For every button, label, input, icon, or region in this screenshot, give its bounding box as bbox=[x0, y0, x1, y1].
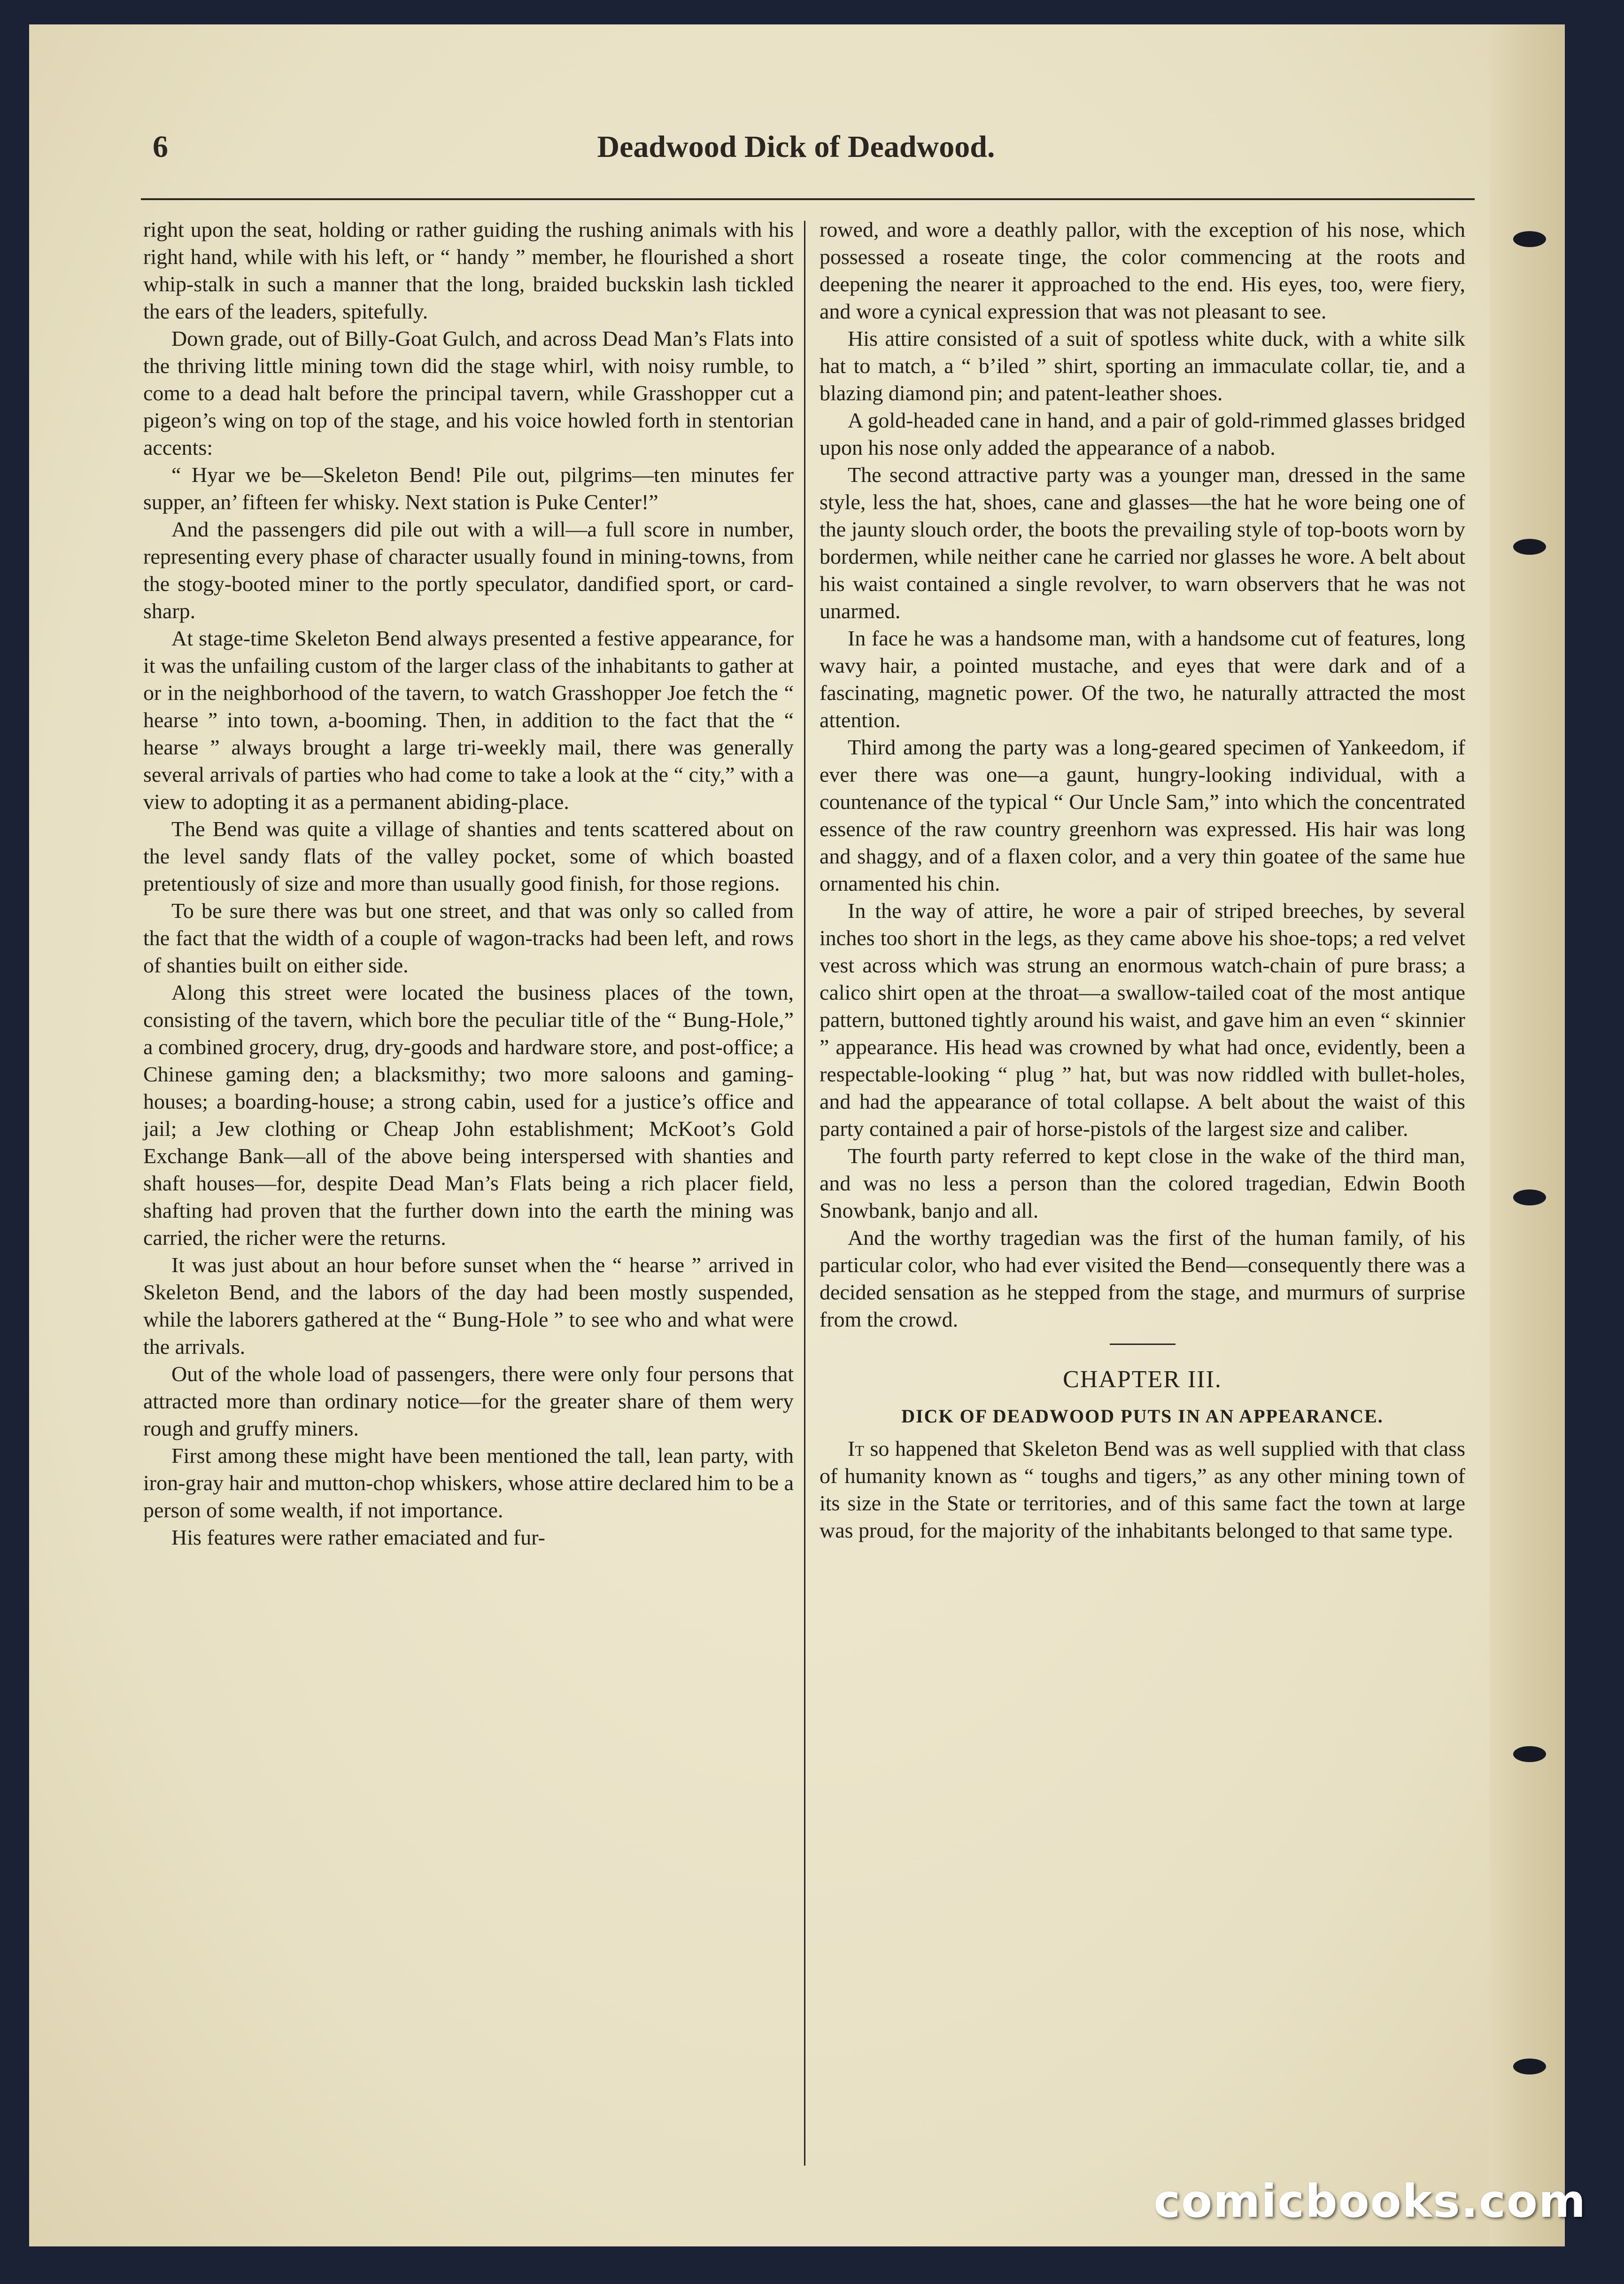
page-number: 6 bbox=[153, 130, 168, 164]
paragraph: The Bend was quite a village of shanties and tents scattered about on the level sandy flats of the valley pocket, some of which boasted pretentiously of size and more than usually good finish, for those regions. bbox=[143, 817, 794, 895]
paragraph: At stage-time Skeleton Bend always presented a festive appearance, for it was the unfailing custom of the larger class of the inhabitants to gather at or in the neighborhood of the tavern, to watch Grasshopper Joe fetch the “ hearse ” into town, a-booming. Then, in addition to the fact that the “ hearse ” always brought a large tri-weekly mail, there was generally several arrivals of parties who had come to take a look at the “ city,” with a view to adopting it as a permanent abiding-place. bbox=[143, 626, 794, 814]
paragraph: The second attractive party was a younger man, dressed in the same style, less the hat, shoes, cane and glasses—the hat he wore being one of the jaunty slouch order, the boots the prevailing style of top-boots worn by bordermen, while neither cane he carried nor glasses he wore. A belt about his waist contained a single revolver, to warn observers that he was not unarmed. bbox=[820, 463, 1465, 623]
binding-stitch bbox=[1513, 231, 1546, 247]
paragraph: Third among the party was a long-geared specimen of Yankeedom, if ever there was one—a gaunt, hungry-looking individual, with a countenance of the typical “ Our Uncle Sam,” into which the concentrated essence of the raw country greenhorn was expressed. His hair was long and shaggy, and of a flaxen color, and a very thin goatee of the same hue ornamented his chin. bbox=[820, 735, 1465, 895]
paragraph: In the way of attire, he wore a pair of striped breeches, by several inches too short in the legs, as they came above his shoe-tops; a red velvet vest across which was strung an enormous watch-chain of pure brass; a calico shirt open at the throat—a swallow-tailed coat of the most antique pattern, buttoned tightly around his waist, and gave him an even “ skinnier ” appearance. His head was crowned by what had once, evidently, been a respectable-looking “ plug ” hat, but was now riddled with bullet-holes, and had the appearance of total collapse. A belt about the waist of this party contained a pair of horse-pistols of the largest size and caliber. bbox=[820, 899, 1465, 1141]
right-column-text bbox=[820, 216, 1465, 1333]
paragraph: In face he was a handsome man, with a handsome cut of features, long wavy hair, a pointed mustache, and eyes that were dark and of a fascinating, magnetic power. Of the two, he naturally attracted the most attention. bbox=[820, 626, 1465, 732]
paragraph: “ Hyar we be—Skeleton Bend! Pile out, pilgrims—ten minutes fer supper, an’ fifteen fer whisky. Next station is Puke Center!” bbox=[143, 463, 794, 514]
chapter-first-paragraph bbox=[820, 1435, 1465, 1544]
paragraph: rowed, and wore a deathly pallor, with the exception of his nose, which possessed a roseate tinge, the color commencing at the roots and deepening the nearer it approached to the end. His eyes, too, were fiery, and wore a cynical expression that was not pleasant to see. bbox=[820, 218, 1465, 323]
paragraph: right upon the seat, holding or rather guiding the rushing animals with his right hand, while with his left, or “ handy ” member, he flourished a short whip-stalk in such a manner that the long, braided buckskin lash tickled the ears of the leaders, spitefully. bbox=[143, 218, 794, 323]
header-rule bbox=[141, 198, 1475, 200]
page-edge bbox=[1490, 24, 1565, 2246]
paragraph: Down grade, out of Billy-Goat Gulch, and across Dead Man’s Flats into the thriving little mining town did the stage whirl, with noisy rumble, to come to a dead halt before the principal tavern, while Grasshopper cut a pigeon’s wing on top of the stage, and his voice howled forth in stentorian accents: bbox=[143, 326, 794, 459]
paragraph: And the passengers did pile out with a will—a full score in number, representing every phase of character usually found in mining-towns, from the stogy-booted miner to the portly speculator, dandified sport, or card-sharp. bbox=[143, 517, 794, 623]
paragraph: Out of the whole load of passengers, there were only four persons that attracted more than ordinary notice—for the greater share of them wery rough and gruffy miners. bbox=[143, 1362, 794, 1440]
section-rule bbox=[1110, 1344, 1175, 1345]
column-divider bbox=[804, 221, 805, 2166]
binding-stitch bbox=[1513, 1746, 1546, 1762]
chapter-subtitle: DICK OF DEADWOOD PUTS IN AN APPEARANCE. bbox=[901, 1406, 1384, 1427]
paragraph: And the worthy tragedian was the first of the human family, of his particular color, who had ever visited the Bend—consequently there was a decided sensation as he stepped from the stage, and murmurs of surprise from the crowd. bbox=[820, 1226, 1465, 1331]
right-column bbox=[820, 216, 1465, 1544]
left-column bbox=[143, 216, 794, 1551]
paragraph: A gold-headed cane in hand, and a pair of gold-rimmed glasses bridged upon his nose only added the appearance of a nabob. bbox=[820, 408, 1465, 459]
paragraph: Along this street were located the business places of the town, consisting of the tavern, which bore the peculiar title of the “ Bung-Hole,” a combined grocery, drug, dry-goods and hardware store, and post-office; a Chinese gaming den; a blacksmithy; two more saloons and gaming-houses; a boarding-house; a strong cabin, used for a justice’s office and jail; a Jew clothing or Cheap John establishment; McKoot’s Gold Exchange Bank—all of the above being interspersed with shanties and shaft houses—for, despite Dead Man’s Flats being a rich placer field, shafting had proven that the further down into the earth the mining was carried, the richer were the returns. bbox=[143, 980, 794, 1250]
binding-stitch bbox=[1513, 2059, 1546, 2074]
paragraph: His features were rather emaciated and fur- bbox=[171, 1525, 545, 1549]
binding-stitch bbox=[1513, 1189, 1546, 1205]
paragraph: First among these might have been mentioned the tall, lean party, with iron-gray hair and mutton-chop whiskers, whose attire declared him to be a person of some wealth, if not importance. bbox=[143, 1444, 794, 1522]
running-title: Deadwood Dick of Deadwood. bbox=[597, 130, 995, 164]
paragraph: His attire consisted of a suit of spotless white duck, with a white silk hat to match, a “ b’iled ” shirt, sporting an immaculate collar, tie, and a blazing diamond pin; and patent-leather shoes. bbox=[820, 326, 1465, 405]
chapter-title: CHAPTER III. bbox=[1063, 1366, 1222, 1393]
paragraph: To be sure there was but one street, and that was only so called from the fact that the width of a couple of wagon-tracks had been left, and rows of shanties built on either side. bbox=[143, 899, 794, 977]
paragraph: It was just about an hour before sunset when the “ hearse ” arrived in Skeleton Bend, and the labors of the day had been mostly suspended, while the laborers gathered at the “ Bung-Hole ” to see who and what were the arrivals. bbox=[143, 1253, 794, 1359]
chapter-first-paragraph-rest: so happened that Skeleton Bend was as well supplied with that class of humanity known as “ toughs and tigers,” as any other mining town of its size in the State or territories, and of this same fact the town at large was proud, for the majority of the inhabitants belonged to that same type. bbox=[820, 1437, 1465, 1542]
watermark-logo: comicbooks.com bbox=[1153, 2175, 1586, 2228]
running-header bbox=[117, 129, 1475, 176]
chapter-first-word: It bbox=[848, 1437, 864, 1461]
binding-stitch bbox=[1513, 539, 1546, 555]
paragraph: The fourth party referred to kept close in the wake of the third man, and was no less a person than the colored tragedian, Edwin Booth Snowbank, banjo and all. bbox=[820, 1144, 1465, 1222]
